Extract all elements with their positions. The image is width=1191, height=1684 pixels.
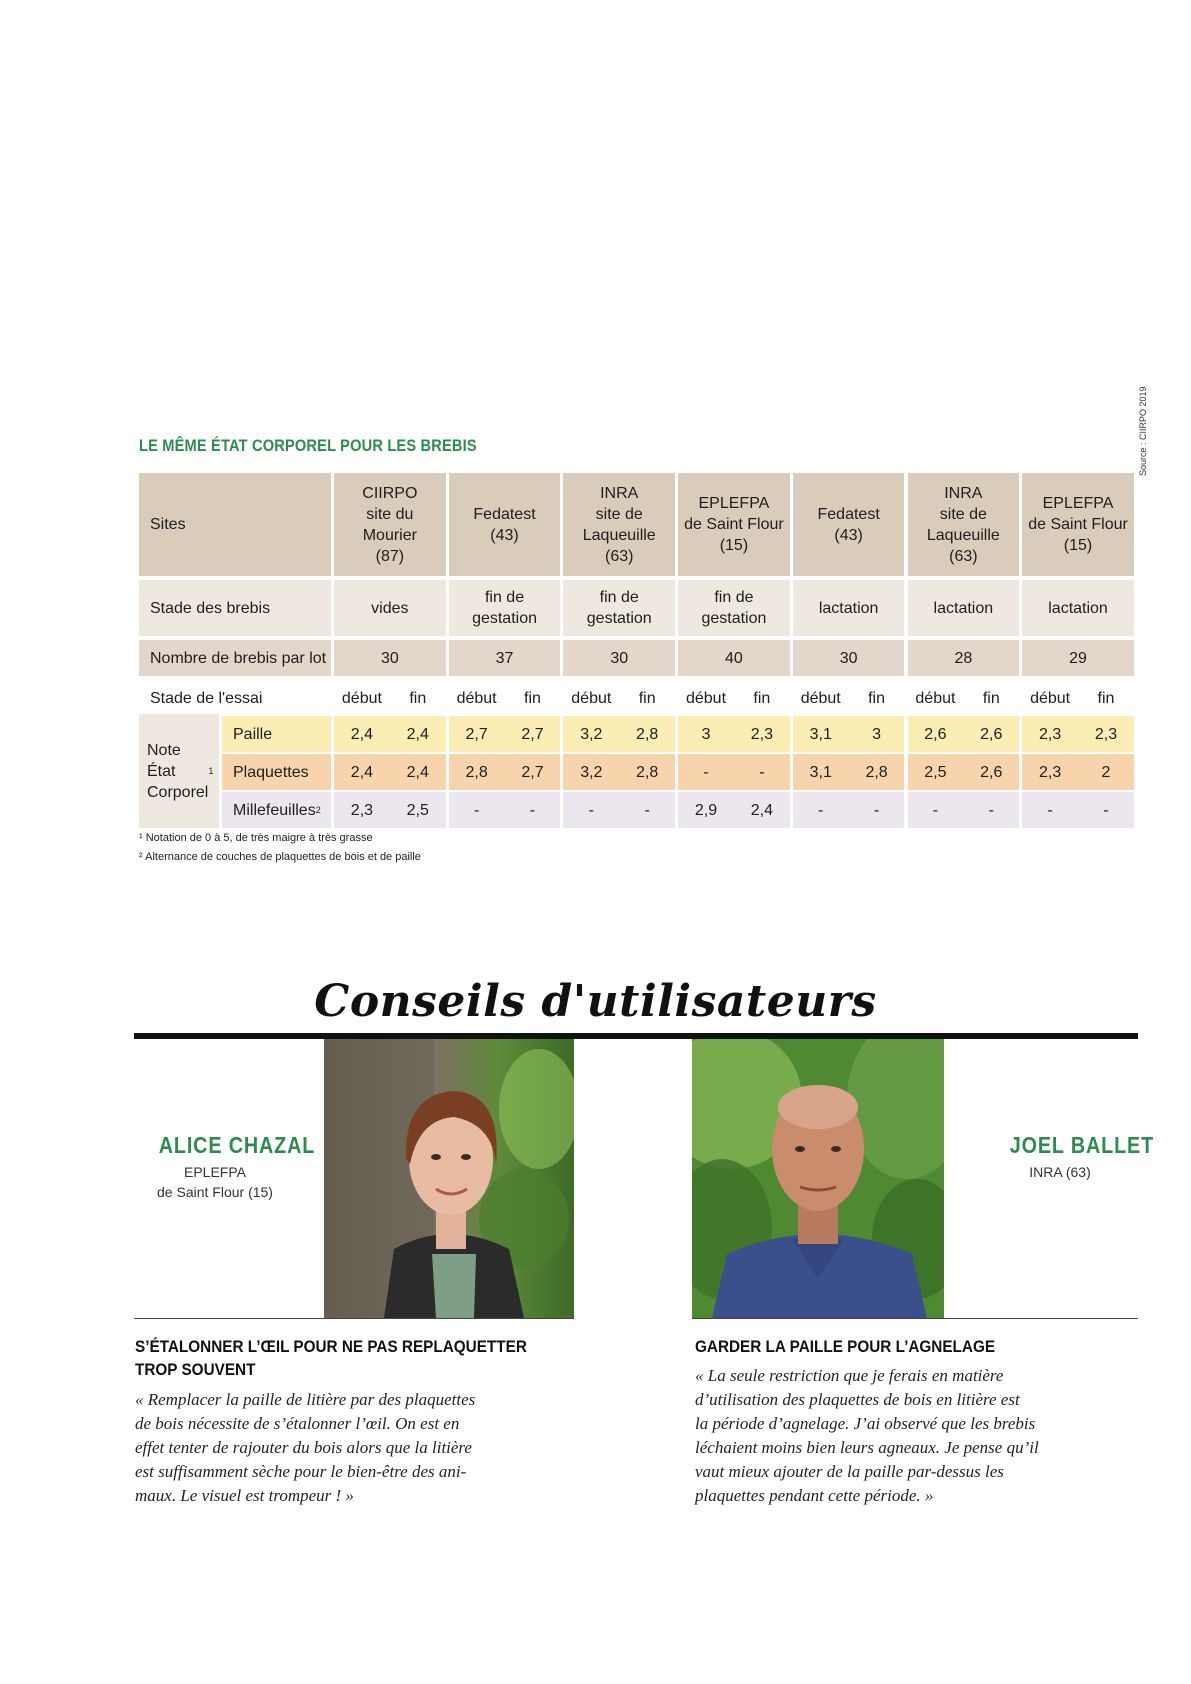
essai-fin: fin	[619, 680, 675, 716]
value-cell: 2,6	[963, 716, 1019, 752]
sites-label: Sites	[139, 473, 331, 576]
value-cell: 3,1	[793, 754, 849, 790]
row-label-text: Plaquettes	[233, 763, 309, 781]
value-cell: 2,8	[449, 754, 505, 790]
value-cell: 2,8	[849, 754, 905, 790]
value-cell: 2,3	[1022, 716, 1078, 752]
site-header: Fedatest (43)	[449, 473, 561, 576]
value-cell: -	[505, 792, 561, 828]
value-cell: 2,3	[1022, 754, 1078, 790]
value-cell: 2,7	[505, 716, 561, 752]
essai-debut: début	[449, 680, 505, 716]
row-label	[222, 792, 331, 828]
value-cell: 3,2	[563, 716, 619, 752]
section-rule	[134, 1033, 1138, 1039]
stade-cell: fin de gestation	[678, 580, 790, 636]
value-cell: -	[449, 792, 505, 828]
row-label	[222, 716, 331, 752]
source-note: Source : CIIRPO 2019	[1138, 386, 1148, 476]
nombre-label: Nombre de brebis par lot	[139, 640, 331, 676]
value-cell: 2,7	[449, 716, 505, 752]
value-cell: -	[678, 754, 734, 790]
nombre-cell: 40	[678, 640, 790, 676]
value-cell: 2,8	[619, 754, 675, 790]
essai-debut: début	[563, 680, 619, 716]
essai-fin: fin	[390, 680, 446, 716]
quote-text-right: « La seule restriction que je ferais en matière d’utilisation des plaquettes de bois en litière est la période d’agnelage. J’ai observé que les brebis léchaient moins bien leurs agneaux. Je pense qu’il vaut mieux ajouter de la paille par-dessus les plaquettes pendant cette période. »	[695, 1366, 1039, 1505]
section-title: Conseils d'utilisateurs	[314, 976, 877, 1027]
essai-debut: début	[793, 680, 849, 716]
value-cell: -	[1022, 792, 1078, 828]
value-cell: 2,4	[334, 716, 390, 752]
value-cell: 2,4	[390, 754, 446, 790]
essai-fin: fin	[734, 680, 790, 716]
nombre-cell: 30	[334, 640, 446, 676]
value-cell: 3	[849, 716, 905, 752]
quote-title-right: GARDER LA PAILLE POUR L’AGNELAGE	[695, 1337, 996, 1356]
site-header: CIIRPO site du Mourier (87)	[334, 473, 446, 576]
row-label	[222, 754, 331, 790]
note-label-text: Note État Corporel	[147, 741, 209, 801]
value-cell: 2,6	[963, 754, 1019, 790]
nombre-cell: 30	[793, 640, 905, 676]
value-cell: -	[563, 792, 619, 828]
essai-fin: fin	[505, 680, 561, 716]
stade-cell: fin de gestation	[563, 580, 675, 636]
row-label-text: Millefeuilles	[233, 801, 316, 819]
value-cell: 2,7	[505, 754, 561, 790]
quote-text-left: « Remplacer la paille de litière par des plaquettes de bois nécessite de s’étalonner l’œil. On est en effet tenter de rajouter du bois alors que la litière est suffisamment sèche pour le bien-être des ani- maux. Le visuel est trompeur ! »	[135, 1390, 476, 1505]
essai-debut: début	[678, 680, 734, 716]
note-footnote-marker: 1	[208, 765, 214, 776]
site-header: EPLEFPA de Saint Flour (15)	[1022, 473, 1134, 576]
stade-cell: lactation	[1022, 580, 1134, 636]
nombre-cell: 37	[449, 640, 561, 676]
site-header: INRA site de Laqueuille (63)	[908, 473, 1020, 576]
value-cell: 2,3	[734, 716, 790, 752]
stade-cell: lactation	[793, 580, 905, 636]
essai-label: Stade de l'essai	[139, 680, 331, 716]
essai-fin: fin	[963, 680, 1019, 716]
photo-joel-ballet	[692, 1039, 944, 1318]
site-header: Fedatest (43)	[793, 473, 905, 576]
user-org-right: INRA (63)	[1029, 1164, 1091, 1180]
value-cell: 2,4	[734, 792, 790, 828]
value-cell: -	[734, 754, 790, 790]
value-cell: -	[963, 792, 1019, 828]
stade-cell: lactation	[908, 580, 1020, 636]
row-footnote-marker: 2	[315, 804, 321, 815]
value-cell: 2,6	[908, 716, 964, 752]
user-org-left: EPLEFPA de Saint Flour (15)	[157, 1164, 273, 1200]
value-cell: 2,5	[390, 792, 446, 828]
stade-cell: fin de gestation	[449, 580, 561, 636]
value-cell: 2,9	[678, 792, 734, 828]
essai-fin: fin	[1078, 680, 1134, 716]
user-name-right: JOEL BALLET	[1009, 1132, 1155, 1158]
value-cell: 2,3	[334, 792, 390, 828]
value-cell: 3,2	[563, 754, 619, 790]
value-cell: 2,4	[334, 754, 390, 790]
left-rule	[134, 1318, 574, 1319]
value-cell: 3	[678, 716, 734, 752]
value-cell: 2,8	[619, 716, 675, 752]
value-cell: 2	[1078, 754, 1134, 790]
site-header: INRA site de Laqueuille (63)	[563, 473, 675, 576]
stade-cell: vides	[334, 580, 446, 636]
site-header: EPLEFPA de Saint Flour (15)	[678, 473, 790, 576]
essai-fin: fin	[849, 680, 905, 716]
essai-debut: début	[334, 680, 390, 716]
value-cell: 2,5	[908, 754, 964, 790]
value-cell: -	[619, 792, 675, 828]
note-label	[139, 714, 219, 828]
nombre-cell: 29	[1022, 640, 1134, 676]
stade-label: Stade des brebis	[139, 580, 331, 636]
value-cell: -	[1078, 792, 1134, 828]
row-label-text: Paille	[233, 725, 273, 743]
value-cell: 2,3	[1078, 716, 1134, 752]
nombre-cell: 30	[563, 640, 675, 676]
value-cell: 2,4	[390, 716, 446, 752]
user-name-left: ALICE CHAZAL	[158, 1132, 316, 1158]
right-rule	[692, 1318, 1138, 1319]
value-cell: -	[908, 792, 964, 828]
value-cell: -	[793, 792, 849, 828]
quote-title-left: S’ÉTALONNER L’ŒIL POUR NE PAS REPLAQUETTER TROP SOUVENT	[135, 1337, 527, 1379]
footnote-1: ¹ Notation de 0 à 5, de très maigre à très grasse	[139, 832, 373, 844]
nombre-cell: 28	[908, 640, 1020, 676]
value-cell: -	[849, 792, 905, 828]
essai-debut: début	[1022, 680, 1078, 716]
table-title: LE MÊME ÉTAT CORPOREL POUR LES BREBIS	[139, 436, 477, 455]
essai-debut: début	[908, 680, 964, 716]
value-cell: 3,1	[793, 716, 849, 752]
footnote-2: ² Alternance de couches de plaquettes de bois et de paille	[139, 851, 421, 863]
photo-alice-chazal	[324, 1039, 574, 1318]
